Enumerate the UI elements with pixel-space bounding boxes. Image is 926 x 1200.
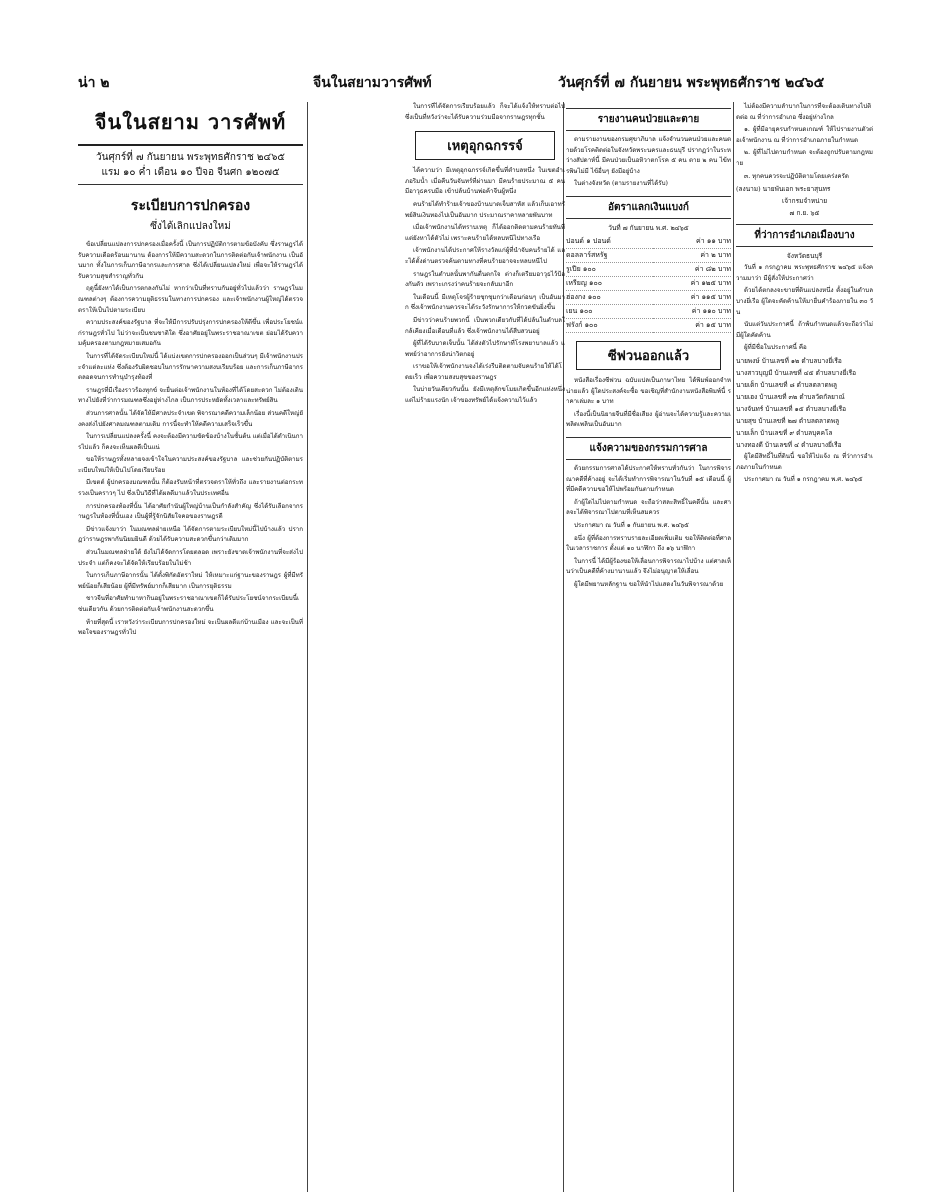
article-body bbox=[78, 240, 303, 639]
signature-title: เจ้ากรมจำหน่าย bbox=[781, 197, 828, 206]
article-body bbox=[566, 376, 731, 431]
table-row bbox=[566, 290, 731, 304]
rate-value: ค่า ๑๕ บาท bbox=[653, 318, 731, 332]
rate-label: ปอนด์ ๑ ปอนด์ bbox=[566, 235, 653, 249]
paragraph: ในการที่ได้จัดการเรียบร้อยแล้ว ก็จะได้แจ้งให้ทราบต่อไป ซึ่งเป็นที่หวังว่าจะได้รับความร่วมมือจากราษฎรทุกชั้น bbox=[405, 103, 565, 121]
table-row bbox=[566, 235, 731, 249]
list-item: นางทองดี บ้านเลขที่ ๔ ตำบลบางยี่เรือ bbox=[736, 440, 842, 449]
rate-label: เยน ๑๐๐ bbox=[566, 304, 653, 318]
page-number: น่า ๒ bbox=[78, 75, 110, 91]
table-row bbox=[566, 276, 731, 290]
section-heading: อัตราแลกเงินแบงก์ bbox=[566, 196, 731, 219]
paragraph: ๑. ผู้ที่มีอายุครบกำหนดเกณฑ์ ให้ไปรายงานตัวต่อเจ้าพนักงาน ณ ที่ว่าการอำเภอภายในกำหนด bbox=[736, 126, 873, 144]
paragraph: ความประสงค์ของรัฐบาล ที่จะให้มีการปรับปรุงการปกครองให้ดีขึ้น เพื่อประโยชน์แก่ราษฎรทั่วไป ไม่ว่าจะเป็นชนชาติใด ซึ่งอาศัยอยู่ในพระราชอาณาเขต ย่อมได้รับความคุ้มครองตามกฎหมายเสมอกัน bbox=[78, 319, 303, 348]
article-body bbox=[405, 102, 565, 123]
column-rule bbox=[307, 102, 308, 1192]
section-heading: แจ้งความของกรรมการศาล bbox=[566, 437, 731, 460]
rate-value: ค่า ๑๒๕ บาท bbox=[653, 276, 731, 290]
list-item: นางจันทร์ บ้านเลขที่ ๑๕ ตำบลบางยี่เรือ bbox=[736, 404, 847, 413]
rates-date: วันที่ ๗ กันยายน พ.ศ. ๒๔๖๕ bbox=[608, 223, 689, 232]
masthead-lunar-date: แรม ๑๐ ค่ำ เดือน ๑๐ ปีจอ จีนศก ๑๒๐๗๕ bbox=[101, 167, 280, 178]
article-body bbox=[736, 452, 873, 486]
paragraph: ไม่ต้องมีความลำบากในการที่จะต้องเดินทางไปติดต่อ ณ ที่ว่าการอำเภอ ซึ่งอยู่ห่างไกล bbox=[736, 103, 872, 121]
paragraph: มีข่าวแจ้งมาว่า ในมณฑลฝ่ายเหนือ ได้จัดการตามระเบียบใหม่นี้ไปบ้างแล้ว ปรากฏว่าราษฎรพากันนิยมยินดี ด้วยได้รับความสะดวกขึ้นกว่าเดิมมาก bbox=[78, 525, 303, 544]
masthead-rule bbox=[78, 184, 303, 185]
paragraph: ประกาศมา ณ วันที่ ๑ กรกฎาคม พ.ศ. ๒๔๖๕ bbox=[744, 476, 863, 484]
rate-value: ค่า ๘๒ บาท bbox=[653, 262, 731, 276]
paragraph: ส่วนในมณฑลฝ่ายใต้ ยังไม่ได้จัดการโดยตลอด เพราะยังขาดเจ้าพนักงานที่จะส่งไปประจำ แต่ก็คงจะได้จัดให้เรียบร้อยในไม่ช้า bbox=[78, 549, 303, 567]
paragraph: ด้วยได้ตกลงจะขายที่ดินแปลงหนึ่ง ตั้งอยู่ในตำบลบางยี่เรือ ผู้ใดจะคัดค้านให้มายื่นคำร้องภายใน ๓๐ วัน bbox=[736, 287, 873, 316]
section-heading: ที่ว่าการอำเภอเมืองบาง bbox=[736, 224, 873, 247]
paragraph: ผู้ที่ได้รับบาดเจ็บนั้น ได้ส่งตัวไปรักษาที่โรงพยาบาลแล้ว แพทย์ว่าอาการยังน่าวิตกอยู่ bbox=[405, 340, 565, 358]
paragraph: ราษฎรที่มีเรื่องราวร้องทุกข์ จะยื่นต่อเจ้าพนักงานในท้องที่ได้โดยสะดวก ไม่ต้องเดินทางไปยังที่ว่าการมณฑลซึ่งอยู่ห่างไกล เป็นการประหยัดทั้งเวลาและทรัพย์สิน bbox=[78, 386, 303, 405]
article-body bbox=[566, 464, 731, 591]
rate-label: เหรียญ ๑๐๐ bbox=[566, 276, 653, 290]
rate-value: ค่า ๒ บาท bbox=[653, 248, 731, 262]
section-heading: รายงานคนป่วยและตาย bbox=[566, 108, 731, 131]
paragraph: ได้ความว่า มีเหตุอุกฉกรรจ์เกิดขึ้นที่ตำบลหนึ่ง ในเขตอำเภอริมน้ำ เมื่อคืนวันจันทร์ที่ผ่านมา มีคนร้ายประมาณ ๕ คน มีอาวุธครบมือ เข้าปล้นบ้านพ่อค้าจีนผู้หนึ่ง bbox=[405, 167, 565, 196]
paragraph: ในการนี้ ได้มีผู้ร้องขอให้เลื่อนการพิจารณาไปบ้าง แต่ศาลเห็นว่าเป็นคดีที่ค้างมานานแล้ว จึงไม่อนุญาตให้เลื่อน bbox=[566, 557, 731, 576]
paragraph: ผู้ใดมีพยานหลักฐาน ขอให้นำไปแสดงในวันพิจารณาด้วย bbox=[574, 580, 724, 588]
paragraph: ในการเปลี่ยนแปลงครั้งนี้ คงจะต้องมีความขัดข้องบ้างในชั้นต้น แต่เมื่อได้ดำเนินการไปแล้ว ก็คงจะเห็นผลดีเป็นแน่ bbox=[78, 433, 303, 451]
paragraph: มีเขตต์ ผู้ปกครองมณฑลนั้น ก็ต้องรับหน้าที่ตรวจตราให้ทั่วถึง และรายงานต่อกระทรวงเป็นคราวๆ ไป ซึ่งเป็นวิธีที่ได้ผลดีมาแล้วในประเทศอื่น bbox=[78, 479, 303, 498]
paragraph: ผู้ใดมีสิทธิ์ในที่ดินนี้ ขอให้ไปแจ้ง ณ ที่ว่าการอำเภอภายในกำหนด bbox=[736, 452, 873, 471]
masthead-date: วันศุกร์ที่ ๗ กันยายน พระพุทธศักราช ๒๔๖๕ bbox=[96, 152, 285, 163]
article-body bbox=[736, 102, 873, 182]
rate-label: รูเปีย ๑๐๐ bbox=[566, 262, 653, 276]
list-item: นายเล็ก บ้านเลขที่ ๙ ตำบลบุคคโล bbox=[736, 428, 833, 437]
table-row bbox=[566, 248, 731, 262]
list-item: นายพงษ์ บ้านเลขที่ ๑๒ ตำบลบางยี่เรือ bbox=[736, 356, 842, 365]
table-row bbox=[566, 262, 731, 276]
article-body bbox=[405, 166, 565, 406]
paragraph: ผู้ที่มีชื่อในประกาศนี้ คือ bbox=[744, 344, 807, 352]
paragraph: เจ้าพนักงานได้ประกาศให้รางวัลแก่ผู้ที่นำจับคนร้ายได้ และได้ตั้งด่านตรวจค้นตามทางที่คนร้ายอาจจะหลบหนีไป bbox=[405, 247, 565, 265]
paragraph: ฤดูนี้ยังหาได้เป็นการตกลงกันไม่ หากว่าเป็นที่ทราบกันอยู่ทั่วไปแล้วว่า ราษฎรในมณฑลต่างๆ ต้องการความยุติธรรมในทางการปกครอง และเจ้าพนักงานผู้ใหญ่ได้ตรวจตราให้เป็นไปตามระเบียบ bbox=[78, 285, 303, 314]
paragraph: ตามรายงานของกรมศุขาภิบาล แจ้งจำนวนคนป่วยและคนตายด้วยโรคติดต่อในจังหวัดพระนครและธนบุรี ปรากฏว่าในระหว่างสัปดาห์นี้ มีคนป่วยเป็นอหิวาตกโรค ๕ คน ตาย ๒ คน ไข้ทรพิษไม่มี ไข้อื่นๆ ยังมีอยู่บ้าง bbox=[566, 136, 731, 175]
paragraph: ถ้าผู้ใดไม่ไปตามกำหนด จะถือว่าสละสิทธิ์ในคดีนั้น และศาลจะได้พิจารณาไปตามที่เห็นสมควร bbox=[566, 498, 731, 517]
paragraph: อนึ่ง ผู้ที่ต้องการทราบรายละเอียดเพิ่มเติม ขอให้ติดต่อที่ศาลในเวลาราชการ ตั้งแต่ ๑๐ นาฬิกา ถึง ๑๖ นาฬิกา bbox=[566, 534, 731, 553]
list-item: นายเฮง บ้านเลขที่ ๓๒ ตำบลวัดกัลยาณ์ bbox=[736, 392, 845, 401]
article-headline: ระเบียบการปกครอง bbox=[130, 198, 251, 214]
article-body bbox=[736, 263, 873, 354]
section-subheading: จังหวัดธนบุรี bbox=[786, 252, 823, 261]
rate-value: ค่า ๑๑๐ บาท bbox=[653, 304, 731, 318]
paragraph: นับแต่วันประกาศนี้ ถ้าพ้นกำหนดแล้วจะถือว่าไม่มีผู้ใดคัดค้าน bbox=[736, 321, 873, 339]
signature-name: (ลงนาม) นายพันเอก พระยาสุนทร bbox=[736, 185, 831, 194]
paragraph: ในการที่ได้จัดระเบียบใหม่นี้ ได้แบ่งเขตการปกครองออกเป็นส่วนๆ มีเจ้าพนักงานประจำแต่ละแห่ง ซึ่งต้องรับผิดชอบในการรักษาความสงบเรียบร้อย และการเก็บภาษีอากร ตลอดจนการทำนุบำรุงท้องที่ bbox=[78, 352, 303, 382]
paragraph: ข้อเปลี่ยนแปลงการปกครองเมื่อครั้งนี้ เป็นการปฏิบัติการตามข้อบังคับ ซึ่งราษฎรได้รับความเดือดร้อนมานาน ต้องการให้มีความสะดวกในการติดต่อกับเจ้าพนักงาน เป็นอันมาก ทั้งในการเก็บภาษีอากรและการศาล ซึ่งได้เปลี่ยนแปลงใหม่ เพื่อจะให้ราษฎรได้รับความสุขสำราญทั่วกัน bbox=[78, 241, 303, 280]
paragraph: ๒. ผู้ที่ไม่ไปตามกำหนด จะต้องถูกปรับตามกฎหมาย bbox=[736, 149, 873, 167]
paragraph: ๓. ทุกคนควรจะปฏิบัติตามโดยเคร่งครัด bbox=[744, 172, 849, 180]
column-1 bbox=[78, 102, 303, 1192]
rate-label: ฮ่องกง ๑๐๐ bbox=[566, 290, 653, 304]
paragraph: เราขอให้เจ้าพนักงานจงได้เร่งรีบติดตามจับคนร้ายให้ได้โดยเร็ว เพื่อความสงบสุขของราษฎร bbox=[405, 363, 562, 381]
paragraph: ด้วยกรรมการศาลได้ประกาศให้ทราบทั่วกันว่า ในการพิจารณาคดีที่ค้างอยู่ จะได้เริ่มทำการพิจารณาในวันที่ ๑๕ เดือนนี้ ผู้ที่มีคดีความขอให้ไปพร้อมกันตามกำหนด bbox=[566, 464, 731, 494]
article-headline: เหตุอุกฉกรรจ์ bbox=[415, 131, 555, 160]
exchange-rate-table bbox=[566, 235, 731, 333]
article-body bbox=[566, 135, 731, 190]
list-item: นางสาวบุญมี บ้านเลขที่ ๔๕ ตำบลบางยี่เรือ bbox=[736, 368, 857, 377]
rate-value: ค่า ๑๑๕ บาท bbox=[653, 290, 731, 304]
column-5 bbox=[736, 102, 873, 1192]
paragraph: ขอให้ราษฎรทั้งหลายจงเข้าใจในความประสงค์ของรัฐบาล และช่วยกันปฏิบัติตามระเบียบใหม่ให้เป็นไปโดยเรียบร้อย bbox=[78, 456, 303, 474]
paragraph: ประกาศมา ณ วันที่ ๑ กันยายน พ.ศ. ๒๔๖๕ bbox=[574, 521, 689, 529]
table-row bbox=[566, 304, 731, 318]
paragraph: การปกครองท้องที่นั้น ได้อาศัยกำนันผู้ใหญ่บ้านเป็นกำลังสำคัญ ซึ่งได้รับเลือกจากราษฎรในท้องที่นั้นเอง เป็นผู้ที่รู้จักนิสัยใจคอของราษฎรดี bbox=[78, 502, 303, 521]
page-header bbox=[78, 72, 858, 100]
paragraph: ในต่างจังหวัด (ตามรายงานที่ได้รับ) bbox=[574, 180, 668, 188]
signature-date: ๗ ก.ย. ๖๕ bbox=[789, 209, 820, 218]
paragraph: วันที่ ๑ กรกฎาคม พระพุทธศักราช ๒๔๖๕ แจ้งความมาว่า มีผู้สั่งให้ประกาศว่า bbox=[736, 264, 873, 282]
paragraph: ในการเก็บภาษีอากรนั้น ได้ตั้งพิกัดอัตราใหม่ ให้เหมาะแก่ฐานะของราษฎร ผู้ที่มีทรัพย์น้อยก็เสียน้อย ผู้ที่มีทรัพย์มากก็เสียมาก เป็นการยุติธรรม bbox=[78, 572, 303, 590]
rate-label: ดอลลาร์สหรัฐ bbox=[566, 248, 653, 262]
running-title: จีนในสยามวารศัพท์ bbox=[313, 75, 432, 91]
newspaper-page bbox=[78, 60, 873, 1160]
paragraph: หนังสือเรื่องซีฟวน ฉบับแปลเป็นภาษาไทย ได้พิมพ์ออกจำหน่ายแล้ว ผู้ใดประสงค์จะซื้อ ขอเชิญที่สำนักงานหนังสือพิมพ์นี้ ราคาเล่มละ ๑ บาท bbox=[566, 376, 731, 406]
paragraph: คนร้ายได้ทำร้ายเจ้าของบ้านบาดเจ็บสาหัส แล้วเก็บเอาทรัพย์สินเงินทองไปเป็นอันมาก ประมาณราคาหลายพันบาท bbox=[405, 200, 565, 219]
masthead-rule bbox=[78, 144, 303, 146]
paragraph: ส่วนการศาลนั้น ได้จัดให้มีศาลประจำเขต พิจารณาคดีความเล็กน้อย ส่วนคดีใหญ่ยังคงส่งไปยังศาลมณฑลตามเดิม การนี้จะทำให้คดีความเสร็จเร็วขึ้น bbox=[78, 409, 303, 428]
column-4 bbox=[566, 102, 731, 1192]
paragraph: ท้ายที่สุดนี้ เราหวังว่าระเบียบการปกครองใหม่ จะเป็นผลดีแก่บ้านเมือง และจะเป็นที่พอใจของราษฎรทั่วไป bbox=[78, 618, 303, 637]
paragraph: เรื่องนี้เป็นนิยายจีนที่มีชื่อเสียง ผู้อ่านจะได้ความรู้และความเพลิดเพลินเป็นอันมาก bbox=[566, 410, 731, 429]
running-date: วันศุกร์ที่ ๗ กันยายน พระพุทธศักราช ๒๔๖๕ bbox=[558, 75, 825, 91]
rate-label: ฟรังก์ ๑๐๐ bbox=[566, 318, 653, 332]
masthead-title: จีนในสยาม วารศัพท์ bbox=[94, 110, 287, 134]
paragraph: ในบ่ายวันเดียวกันนั้น ยังมีเหตุลักขโมยเกิดขึ้นอีกแห่งหนึ่ง แต่ไม่ร้ายแรงนัก เจ้าของทรัพย์ได้แจ้งความไว้แล้ว bbox=[405, 386, 565, 405]
rate-value: ค่า ๑๑ บาท bbox=[653, 235, 731, 249]
paragraph: ราษฎรในตำบลนั้นพากันตื่นตกใจ ต่างก็เตรียมอาวุธไว้ป้องกันตัว เพราะเกรงว่าคนร้ายจะกลับมาอีก bbox=[405, 270, 565, 289]
article-headline: ซีฟวนออกแล้ว bbox=[576, 341, 721, 370]
column-rule bbox=[733, 102, 734, 1192]
paragraph: มีข่าวว่าคนร้ายพวกนี้ เป็นพวกเดียวกับที่ได้ปล้นในตำบลใกล้เคียงเมื่อเดือนที่แล้ว ซึ่งเจ้าพนักงานได้สืบสวนอยู่ bbox=[405, 316, 565, 335]
paragraph: ในเดือนนี้ มีเหตุโจรผู้ร้ายชุกชุมกว่าเดือนก่อนๆ เป็นอันมาก ซึ่งเจ้าพนักงานควรจะได้ระวังรักษาการให้กวดขันยิ่งขึ้น bbox=[405, 293, 565, 312]
paragraph: เมื่อเจ้าพนักงานได้ทราบเหตุ ก็ได้ออกติดตามคนร้ายทันที แต่ยังหาได้ตัวไม่ เพราะคนร้ายได้หลบหนีไปทางเรือ bbox=[405, 224, 565, 242]
list-item: นายสุข บ้านเลขที่ ๒๗ ตำบลตลาดพลู bbox=[736, 416, 840, 425]
column-3 bbox=[405, 102, 565, 1192]
article-subheadline: ซึ่งได้เลิกแปลงใหม่ bbox=[150, 221, 231, 232]
list-item: นายเต็ก บ้านเลขที่ ๘ ตำบลตลาดพลู bbox=[736, 380, 837, 389]
paragraph: ชาวจีนที่อาศัยทำมาหากินอยู่ในพระราชอาณาเขตก็ได้รับประโยชน์จากระเบียบนี้เช่นเดียวกัน ด้วยการติดต่อกับเจ้าพนักงานสะดวกขึ้น bbox=[78, 595, 300, 613]
table-row bbox=[566, 318, 731, 332]
